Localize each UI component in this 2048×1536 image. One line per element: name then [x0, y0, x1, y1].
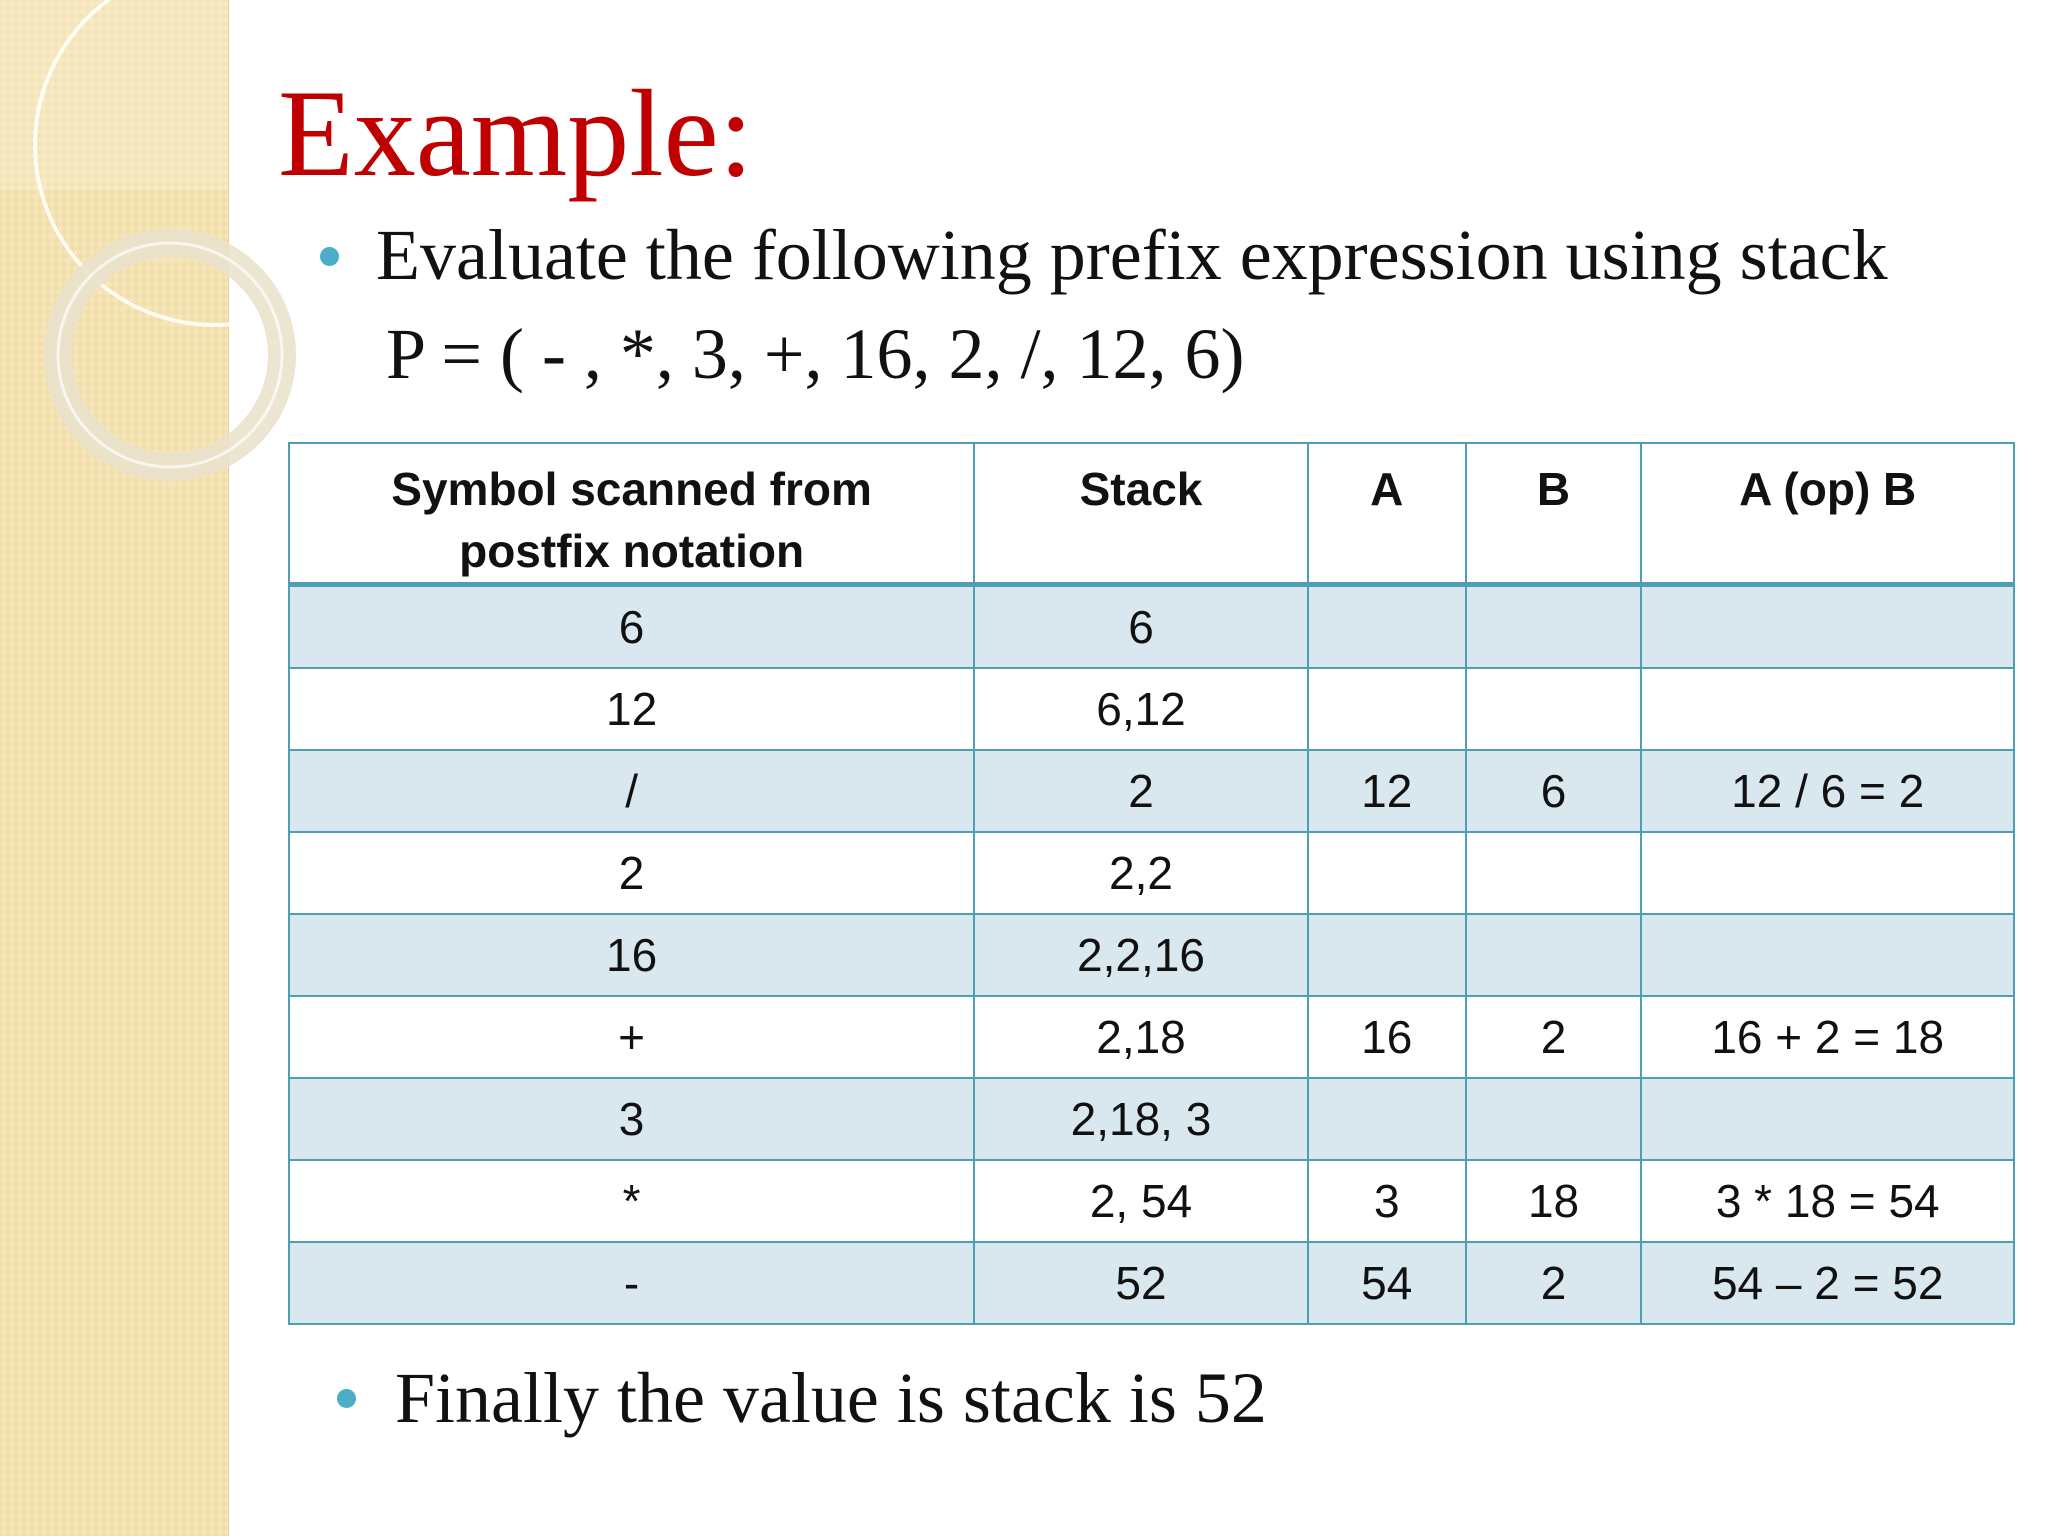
cell-b: 2 — [1466, 1242, 1642, 1324]
cell-a: 3 — [1308, 1160, 1466, 1242]
decorative-sidebar — [0, 0, 229, 1536]
cell-a — [1308, 585, 1466, 669]
cell-a — [1308, 668, 1466, 750]
cell-stack: 2,2 — [974, 832, 1308, 914]
table-header-row — [289, 443, 2014, 585]
prefix-expression: P = ( - , *, 3, +, 16, 2, /, 12, 6) — [386, 314, 1245, 394]
table-row — [289, 1242, 2014, 1324]
table-body — [289, 585, 2014, 1325]
cell-a-op-b: 16 + 2 = 18 — [1641, 996, 2014, 1078]
cell-symbol: - — [289, 1242, 974, 1324]
cell-a — [1308, 914, 1466, 996]
cell-stack: 2,18, 3 — [974, 1078, 1308, 1160]
cell-symbol: 3 — [289, 1078, 974, 1160]
cell-a-op-b: 12 / 6 = 2 — [1641, 750, 2014, 832]
cell-a-op-b: 3 * 18 = 54 — [1641, 1160, 2014, 1242]
table-row — [289, 996, 2014, 1078]
cell-b: 2 — [1466, 996, 1642, 1078]
cell-a: 12 — [1308, 750, 1466, 832]
cell-b: 6 — [1466, 750, 1642, 832]
cell-b — [1466, 832, 1642, 914]
cell-symbol: + — [289, 996, 974, 1078]
table-row — [289, 832, 2014, 914]
cell-a — [1308, 832, 1466, 914]
cell-stack: 2, 54 — [974, 1160, 1308, 1242]
table-row — [289, 1160, 2014, 1242]
cell-stack: 6,12 — [974, 668, 1308, 750]
cell-symbol: 6 — [289, 585, 974, 669]
header-a: A — [1308, 443, 1466, 585]
header-symbol-scanned — [289, 443, 974, 585]
cell-a-op-b — [1641, 585, 2014, 669]
header-a-op-b: A (op) B — [1641, 443, 2014, 585]
bullet-dot — [337, 1389, 356, 1408]
cell-b — [1466, 914, 1642, 996]
cell-symbol: 12 — [289, 668, 974, 750]
cell-stack: 2,18 — [974, 996, 1308, 1078]
cell-stack: 2,2,16 — [974, 914, 1308, 996]
cell-symbol: 16 — [289, 914, 974, 996]
cell-a: 16 — [1308, 996, 1466, 1078]
cell-a-op-b — [1641, 914, 2014, 996]
cell-symbol: 2 — [289, 832, 974, 914]
slide-title: Example: — [278, 65, 754, 202]
cell-b: 18 — [1466, 1160, 1642, 1242]
table-row — [289, 914, 2014, 996]
bullet-text-evaluate: Evaluate the following prefix expression using stack — [376, 215, 1888, 295]
table-row — [289, 668, 2014, 750]
cell-symbol: / — [289, 750, 974, 832]
cell-symbol: * — [289, 1160, 974, 1242]
cell-a-op-b: 54 – 2 = 52 — [1641, 1242, 2014, 1324]
header-symbol-line-2: postfix notation — [459, 525, 805, 577]
header-b: B — [1466, 443, 1642, 585]
cell-a-op-b — [1641, 1078, 2014, 1160]
cell-a — [1308, 1078, 1466, 1160]
header-symbol-line-1: Symbol scanned from — [391, 463, 872, 515]
bullet-text-final-value: Finally the value is stack is 52 — [395, 1358, 1267, 1438]
cell-stack: 52 — [974, 1242, 1308, 1324]
cell-stack: 2 — [974, 750, 1308, 832]
table-row — [289, 585, 2014, 669]
cell-b — [1466, 668, 1642, 750]
cell-stack: 6 — [974, 585, 1308, 669]
cell-a-op-b — [1641, 668, 2014, 750]
header-stack: Stack — [974, 443, 1308, 585]
table-row — [289, 1078, 2014, 1160]
cell-b — [1466, 1078, 1642, 1160]
cell-b — [1466, 585, 1642, 669]
bullet-dot — [320, 247, 339, 266]
evaluation-table — [288, 442, 2015, 1325]
cell-a: 54 — [1308, 1242, 1466, 1324]
table-row — [289, 750, 2014, 832]
cell-a-op-b — [1641, 832, 2014, 914]
